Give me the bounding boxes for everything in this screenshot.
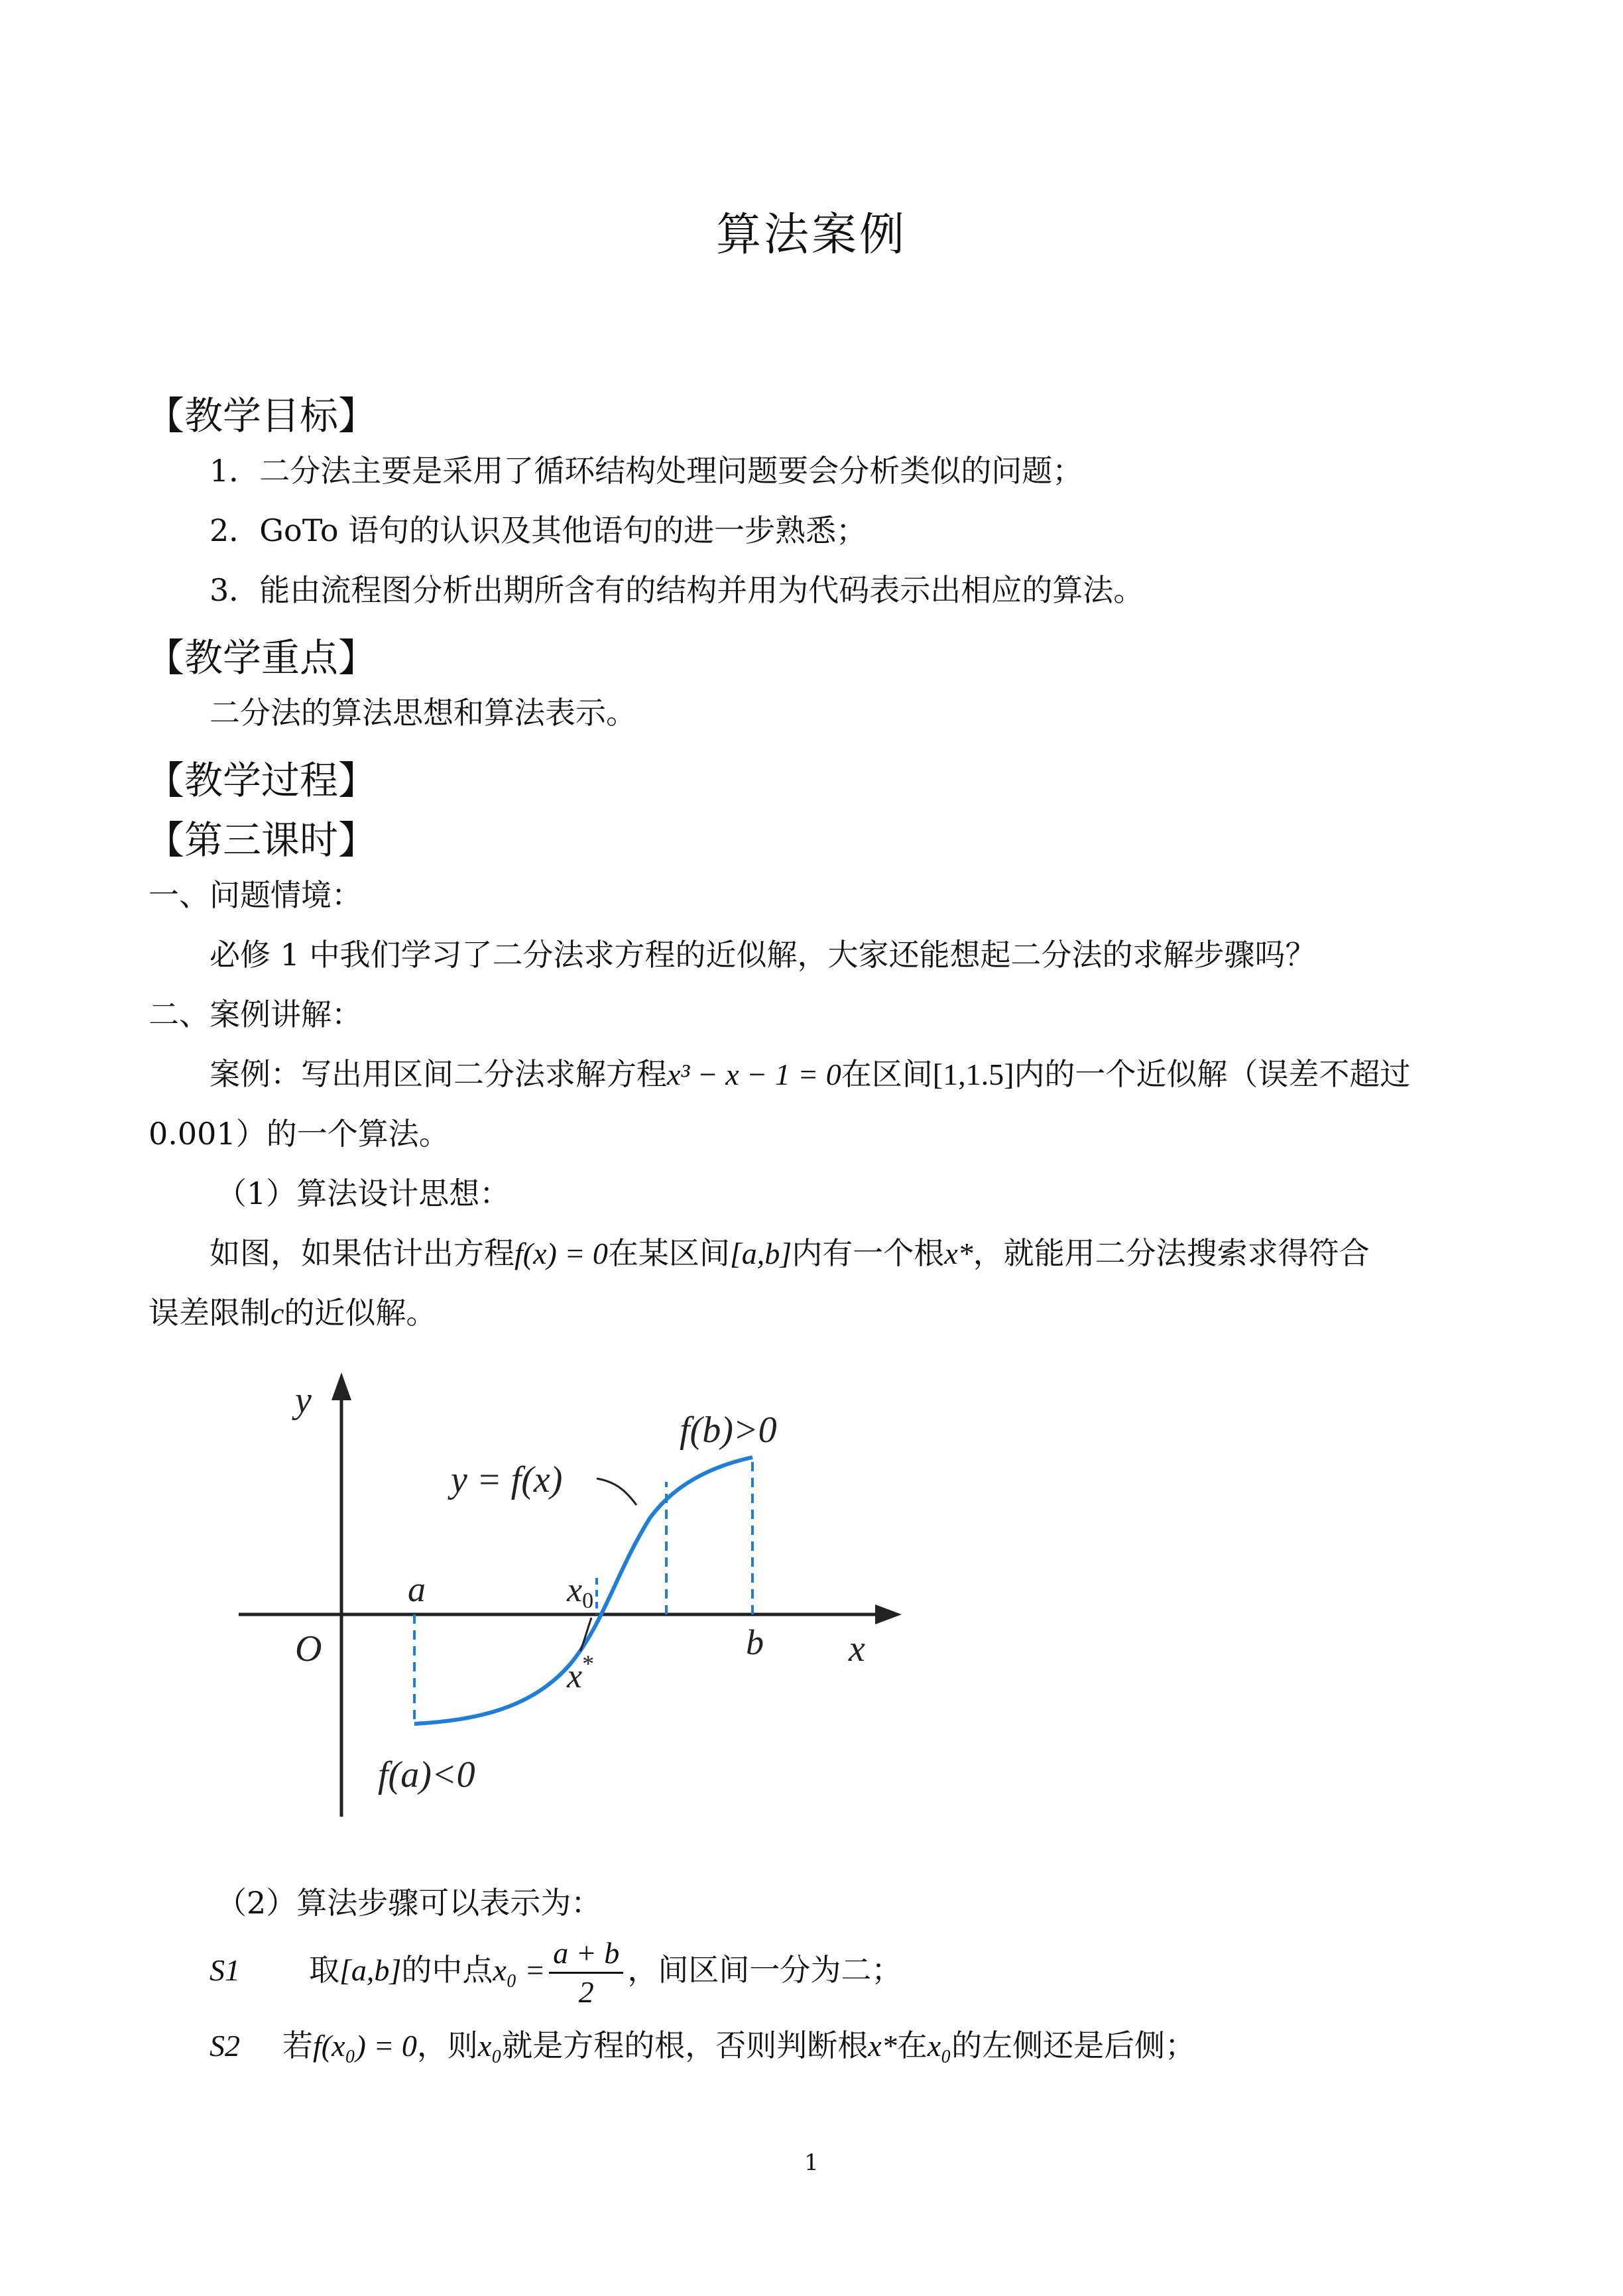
root-label bbox=[566, 1650, 594, 1695]
steps-heading: （2）算法步骤可以表示为： bbox=[216, 1885, 602, 1921]
question-text: 必修 1 中我们学习了二分法求方程的近似解，大家还能想起二分法的求解步骤吗？ bbox=[210, 937, 1316, 973]
midpoint-fraction bbox=[549, 1935, 623, 2011]
b-label: b bbox=[746, 1622, 764, 1662]
goal-1: 1．二分法主要是采用了循环结构处理问题要会分析类似的问题； bbox=[210, 453, 1083, 489]
case-line-1 bbox=[210, 1054, 1410, 1095]
root-label-sup: * bbox=[582, 1650, 595, 1677]
case-text-b: 在区间 bbox=[841, 1056, 933, 1092]
interval: [1,1.5] bbox=[932, 1057, 1014, 1091]
step-s2 bbox=[210, 2025, 1195, 2066]
s1-label: S1 bbox=[210, 1953, 240, 1987]
a-label: a bbox=[408, 1569, 426, 1609]
design-text-f: 的近似解。 bbox=[284, 1295, 437, 1331]
s1-text-b: 的中点 bbox=[401, 1952, 493, 1988]
case-text-c: 内的一个近似解（误差不超过 bbox=[1014, 1056, 1411, 1092]
root-symbol: x* bbox=[944, 1237, 973, 1270]
x0-label-main: x bbox=[567, 1571, 583, 1609]
s2-condition: f(x₀) = 0 bbox=[313, 2029, 417, 2063]
goal-2: 2．GoTo 语句的认识及其他语句的进一步熟悉； bbox=[210, 513, 867, 548]
equation: x³ − x − 1 = 0 bbox=[667, 1057, 841, 1091]
design-text-e: 误差限制 bbox=[149, 1295, 270, 1331]
fa-label: f(a)<0 bbox=[378, 1754, 475, 1795]
interval-ab: [a,b] bbox=[729, 1237, 792, 1270]
case-heading: 二、案例讲解： bbox=[149, 997, 362, 1032]
s2-root: x* bbox=[868, 2029, 897, 2063]
page-number: 1 bbox=[804, 2149, 819, 2176]
y-axis-arrow bbox=[331, 1372, 351, 1400]
design-text-b: 在某区间 bbox=[607, 1235, 730, 1271]
case-line-2: 0.001）的一个算法。 bbox=[149, 1116, 450, 1152]
design-text-c: 内有一个根 bbox=[792, 1235, 945, 1271]
fraction-denominator: 2 bbox=[578, 1974, 594, 2009]
fb-label: f(b)>0 bbox=[680, 1410, 777, 1451]
focus-heading: 【教学重点】 bbox=[146, 635, 377, 680]
lesson-heading: 【第三课时】 bbox=[146, 817, 377, 863]
x0-label-sub: 0 bbox=[582, 1589, 594, 1613]
design-text-a: 如图，如果估计出方程 bbox=[210, 1235, 514, 1271]
s2-text-c: 就是方程的根，否则判断根 bbox=[502, 2027, 869, 2063]
case-text-a: 案例：写出用区间二分法求解方程 bbox=[210, 1056, 667, 1092]
design-text-d: ，就能用二分法搜索求得符合 bbox=[973, 1235, 1370, 1271]
s2-text-a: 若 bbox=[282, 2027, 313, 2063]
design-heading: （1）算法设计思想： bbox=[216, 1176, 511, 1211]
root-label-main: x bbox=[567, 1658, 583, 1695]
goal-3: 3．能由流程图分析出期所含有的结构并用为代码表示出相应的算法。 bbox=[210, 572, 1144, 608]
fraction-numerator: a + b bbox=[549, 1935, 623, 1974]
s2-text-b: ，则 bbox=[416, 2027, 478, 2063]
step-s1 bbox=[210, 1933, 902, 2011]
s2-text-d: 在 bbox=[896, 2027, 928, 2063]
y-axis-label: y bbox=[295, 1380, 312, 1421]
process-heading: 【教学过程】 bbox=[146, 758, 377, 803]
focus-text: 二分法的算法思想和算法表示。 bbox=[210, 695, 636, 731]
s1-text-a: 取 bbox=[309, 1952, 339, 1988]
curve-label-pointer bbox=[597, 1479, 636, 1505]
s1-text-c: ，间区间一分为二； bbox=[627, 1952, 902, 1988]
x-axis-arrow bbox=[875, 1604, 902, 1624]
midpoint-lhs: x₀ = bbox=[493, 1953, 546, 1987]
error-symbol: c bbox=[270, 1296, 284, 1330]
origin-label: O bbox=[295, 1628, 322, 1669]
s2-x0: x₀ bbox=[477, 2029, 503, 2063]
s2-x0-b: x₀ bbox=[927, 2029, 952, 2063]
curve-label: y = f(x) bbox=[451, 1459, 563, 1500]
s1-interval: [a,b] bbox=[339, 1953, 402, 1987]
question-heading: 一、问题情境： bbox=[149, 877, 362, 913]
design-line-2 bbox=[149, 1293, 436, 1333]
x-axis-label: x bbox=[849, 1628, 865, 1669]
page-title: 算法案例 bbox=[715, 209, 907, 261]
s2-text-e: 的左侧还是后侧； bbox=[951, 2027, 1196, 2063]
x0-label bbox=[566, 1571, 593, 1613]
function-equation: f(x) = 0 bbox=[514, 1237, 608, 1270]
design-line-1 bbox=[210, 1233, 1370, 1274]
bisection-figure bbox=[186, 1353, 915, 1843]
s2-label: S2 bbox=[210, 2029, 240, 2063]
goals-heading: 【教学目标】 bbox=[146, 393, 377, 438]
